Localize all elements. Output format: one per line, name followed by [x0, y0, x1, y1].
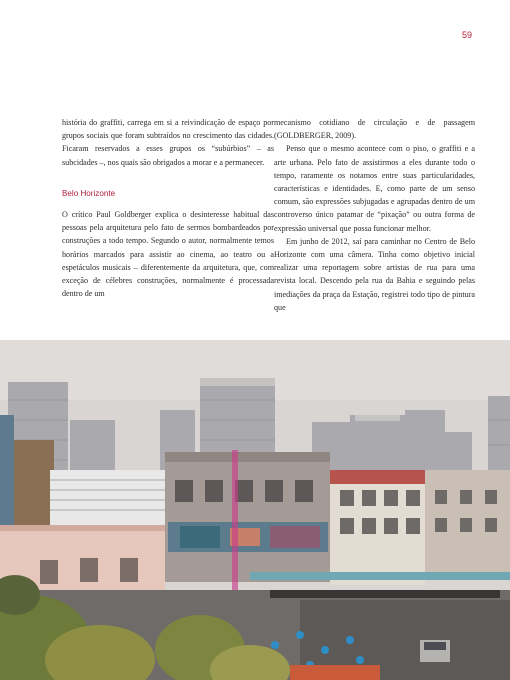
right-paragraph-2: Penso que o mesmo acontece com o piso, o graffiti e a arte urbana. Pelo fato de assistirmos a eles durante todo o tempo, raramente os notamos entre suas particularidades, características e identidades. E, como parte de um senso comum, são expressões subjugadas e agrupadas dentro de um controverso único patamar de “pixação” ou outra forma de expressão universal que possa funcionar melhor. [274, 144, 475, 233]
left-paragraph-2: O crítico Paul Goldberger explica o desinteresse habitual das pessoas pela arquitetura pelo fato de sermos bombardeados por construções a todo tempo. Segundo o autor, normalmente temos horários marcados para assistir ao cinema, ao teatro ou a espetáculos musicais – diferentemente da arquitetura, que, com exceção de célebres construções, normalmente é processada dentro de um [62, 210, 274, 299]
page-number: 59 [461, 30, 472, 40]
right-column [274, 116, 475, 314]
right-paragraph-1: mecanismo cotidiano de circulação e de passagem (GOLDBERGER, 2009). [274, 118, 475, 141]
right-paragraph-3: Em junho de 2012, saí para caminhar no Centro de Belo Horizonte com uma câmera. Tinha como objetivo inicial realizar uma reportagem sobre artistas de rua para uma revista local. Descendo pela rua da Bahia e seguindo pelas imediações da praça da Estação, registrei todo tipo de pintura que [274, 236, 475, 312]
left-paragraph-1: história do graffiti, carrega em si a reivindicação de espaço por grupos sociais que foram subtraídos no crescimento das cidades. Ficaram reservados a esses grupos os “subúrbios” – as subcidades –, nos quais são obrigados a morar e a permanecer. [62, 118, 274, 167]
city-skyline-photo [0, 340, 510, 680]
left-column [62, 116, 274, 300]
photo-illustration [0, 340, 510, 680]
section-heading: Belo Horizonte [62, 188, 116, 198]
